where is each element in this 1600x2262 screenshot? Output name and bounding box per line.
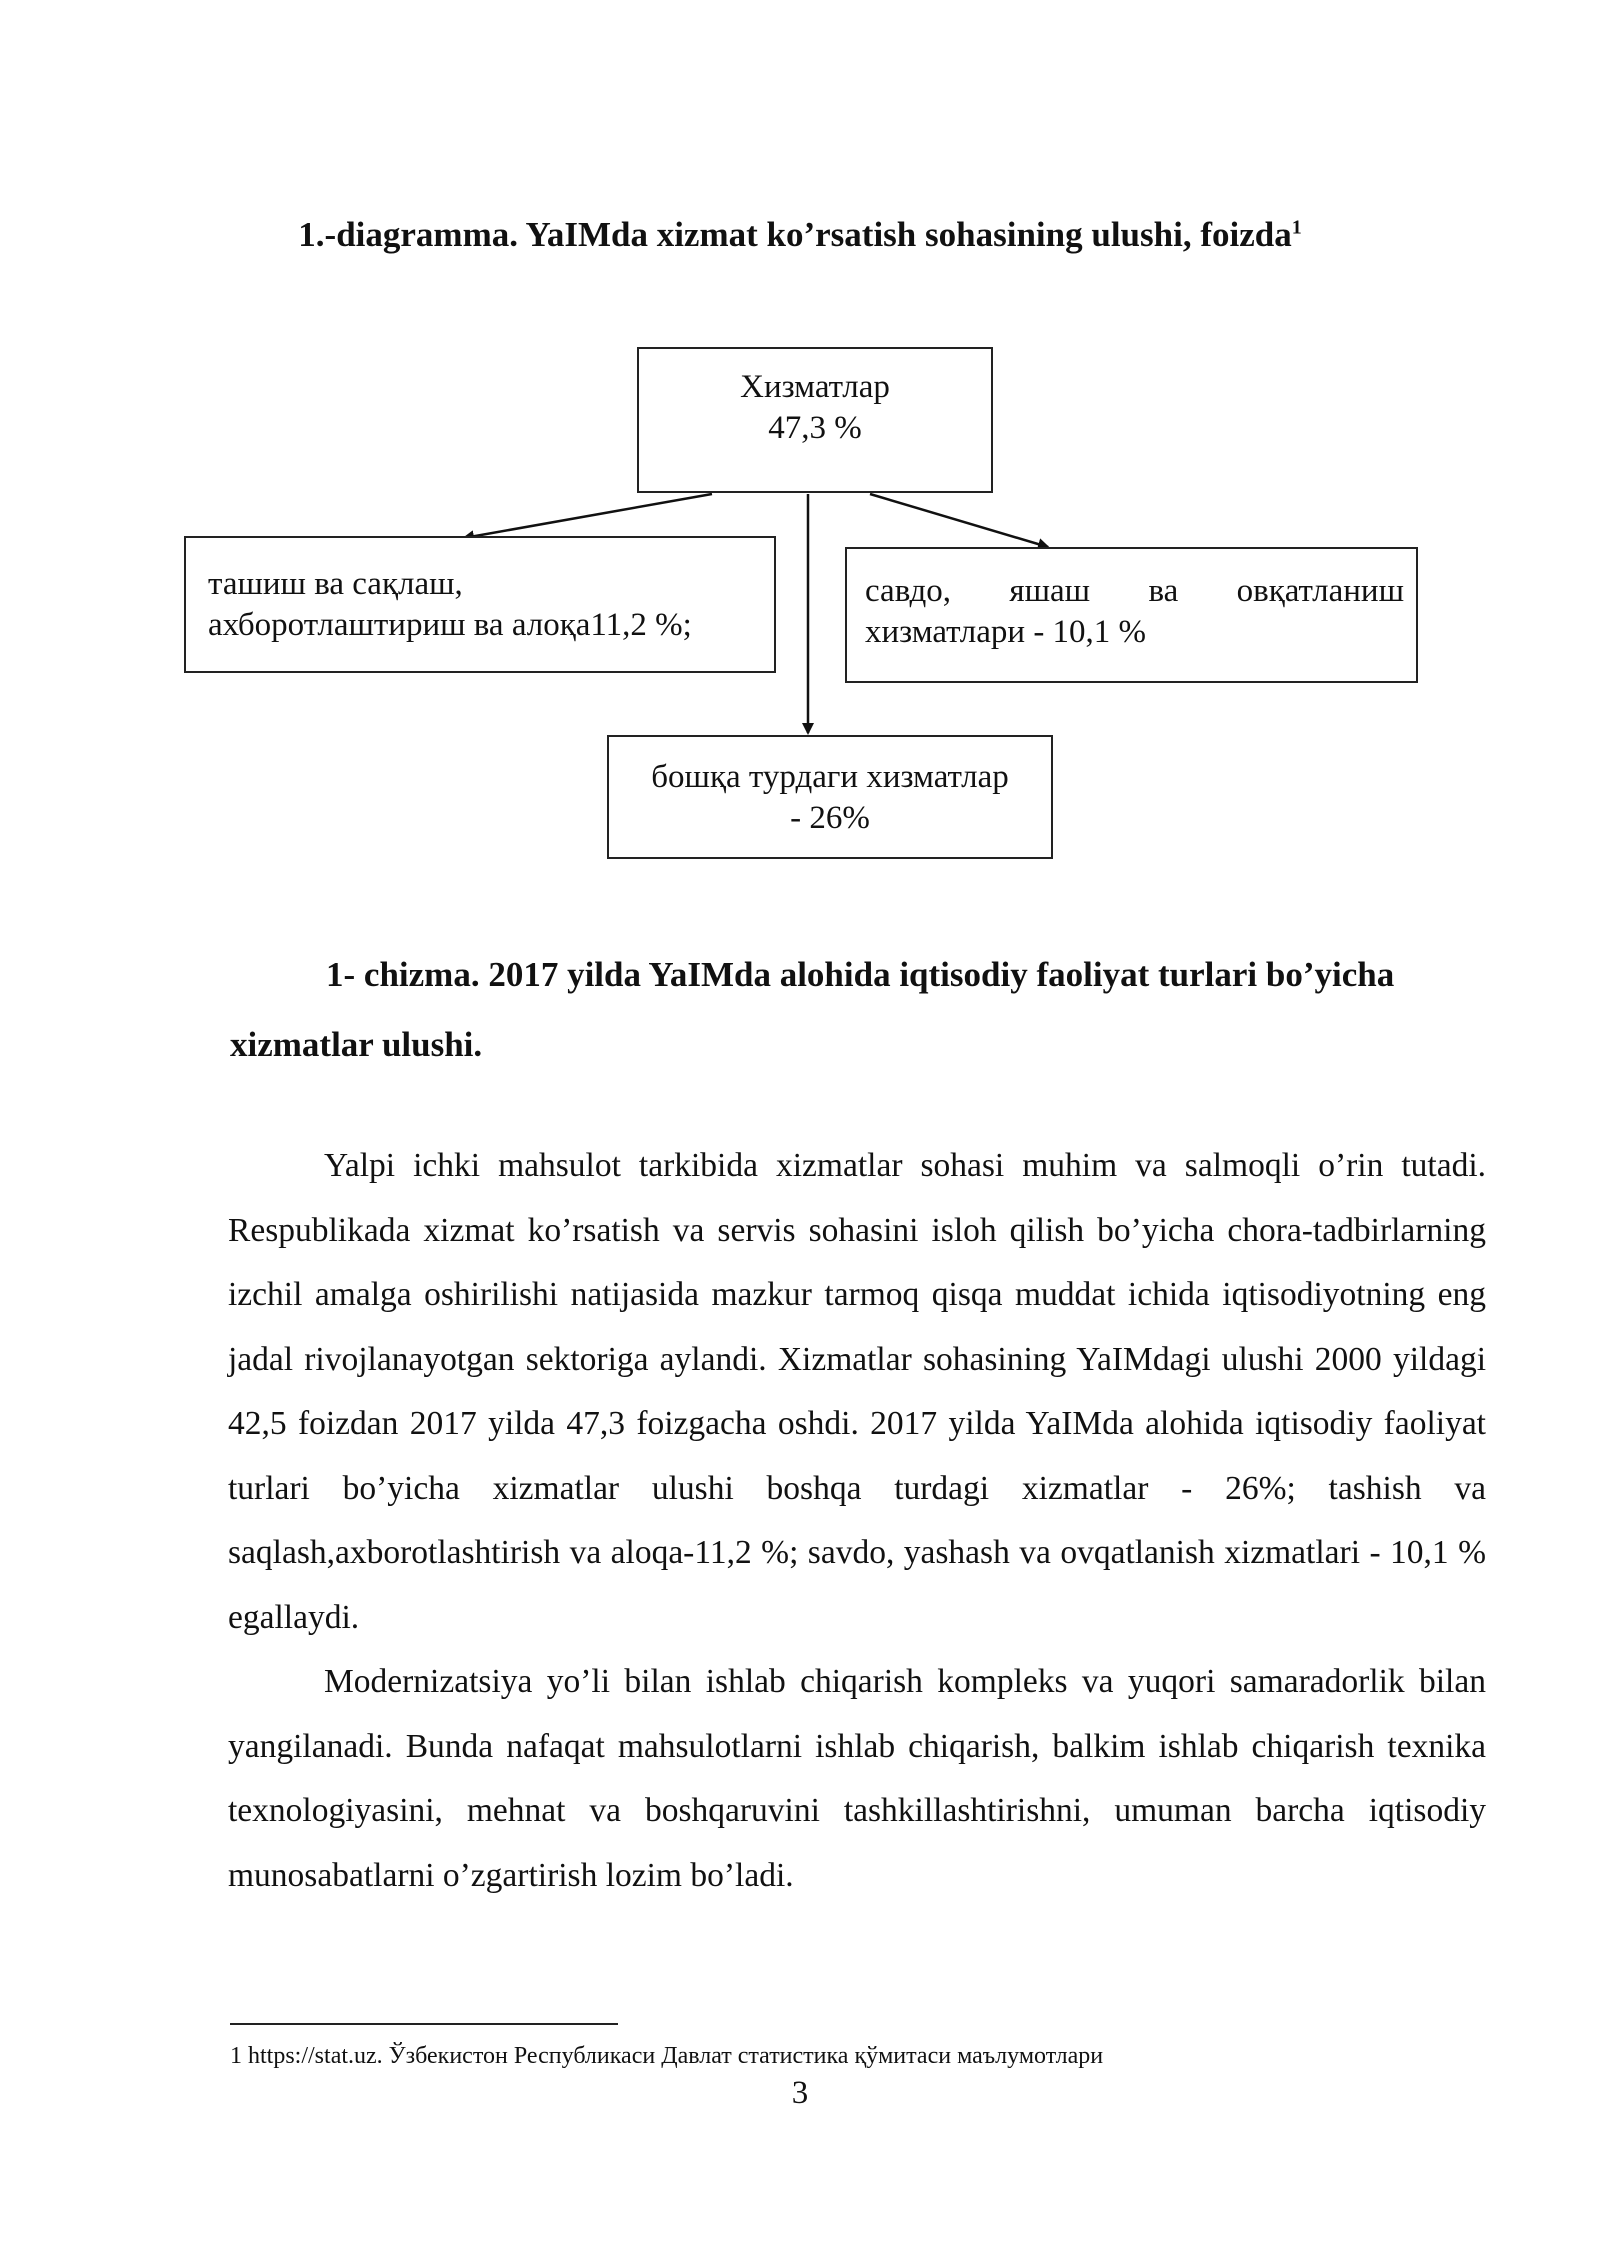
root-value: 47,3 %	[768, 410, 862, 447]
right-word-3: ва	[1148, 573, 1179, 609]
figure-title-text: 1.-diagramma. YaIMda xizmat ko’rsatish sohasining ulushi, foizda	[298, 215, 1292, 254]
footnote: 1 https://stat.uz. Ўзбекистон Республикаси Давлат статистика қўмитаси маълумотлари	[230, 2043, 1104, 2069]
figure-caption	[230, 940, 1490, 1080]
body-text	[228, 1134, 1486, 1908]
arrow-to-left-box	[464, 494, 712, 538]
diagram-left-box	[184, 536, 776, 673]
right-word-2: яшаш	[1009, 573, 1091, 609]
right-line2-text: хизматлари	[865, 614, 1026, 651]
left-line2-text: ахборотлаштириш ва алоқа	[208, 607, 591, 644]
figure-title	[0, 214, 1600, 256]
left-line2	[208, 605, 756, 646]
right-line1	[865, 571, 1404, 612]
caption-line2: xizmatlar ulushi.	[230, 1025, 483, 1064]
left-line1: ташиш ва сақлаш,	[208, 566, 463, 602]
arrow-to-right-box	[870, 494, 1048, 547]
bottom-line2: - 26%	[790, 800, 870, 837]
caption-line1: 1- chizma. 2017 yilda YaIMda alohida iqtisodiy faoliyat turlari bo’yicha	[326, 955, 1395, 994]
diagram-bottom-box	[607, 735, 1053, 859]
page-number: 3	[791, 2075, 809, 2111]
right-value: - 10,1 %	[1033, 614, 1147, 651]
footnote-divider	[230, 2023, 618, 2025]
right-word-4: овқатланиш	[1236, 573, 1404, 609]
footnote-mark: 1	[1291, 216, 1302, 239]
right-word-1: савдо,	[865, 573, 951, 609]
root-label: Хизматлар	[740, 369, 890, 405]
diagram-right-box	[845, 547, 1418, 683]
bottom-line1: бошқа турдаги хизматлар	[651, 759, 1009, 795]
diagram-root-box	[637, 347, 993, 493]
paragraph-2: Modernizatsiya yo’li bilan ishlab chiqarish kompleks va yuqori samaradorlik bilan yangilanadi. Bunda nafaqat mahsulotlarni ishlab chiqarish, balkim ishlab chiqarish texnika texnologiyasini, mehnat va boshqaruvini tashkillashtirishni, umuman barcha iqtisodiy munosabatlarni o’zgartirish lozim bo’ladi.	[228, 1663, 1486, 1894]
left-value: 11,2 %;	[590, 607, 692, 644]
right-line2	[865, 612, 1404, 653]
paragraph-1: Yalpi ichki mahsulot tarkibida xizmatlar sohasi muhim va salmoqli o’rin tutadi. Respublikada xizmat ko’rsatish va servis sohasini isloh qilish bo’yicha chora-tadbirlarning izchil amalga oshirilishi natijasida mazkur tarmoq qisqa muddat ichida iqtisodiyotning eng jadal rivojlanayotgan sektoriga aylandi. Xizmatlar sohasining YaIMdagi ulushi 2000 yildagi 42,5 foizdan 2017 yilda 47,3 foizgacha oshdi. 2017 yilda YaIMda alohida iqtisodiy faoliyat turlari bo’yicha xizmatlar ulushi boshqa turdagi xizmatlar - 26%; tashish va saqlash,axborotlashtirish va aloqa-11,2 %; savdo, yashash va ovqatlanish xizmatlari - 10,1 % egallaydi.	[228, 1147, 1486, 1636]
